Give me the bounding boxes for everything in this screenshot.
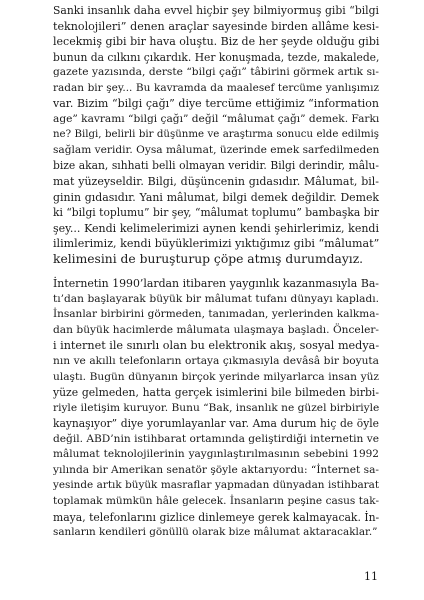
text-line: teknolojileri” denen araçlar sayesinde birden allâme kesi- xyxy=(53,19,379,33)
paragraph-gap xyxy=(53,267,379,276)
text-line: kaynaşıyor” diye yorumlayanlar var. Ama durum hiç de öyle xyxy=(53,417,379,431)
text-line: sanların kendileri gönüllü olarak bize mâlumat aktaracaklar.” xyxy=(53,526,378,539)
text-line: ulaştı. Bugün dünyanın birçok yerinde milyarlarca insan yüz xyxy=(53,370,379,383)
text-line: age” kavramı “bilgi çağı” değil “mâlumat çağı” demek. Farkı xyxy=(53,112,380,125)
text-line: yüze gelmeden, hatta gerçek isimlerini bile bilmeden birbi- xyxy=(53,386,379,400)
text-line: tı’dan başlayarak büyük bir mâlumat tufanı dünyayı kapladı. xyxy=(53,292,379,305)
text-line: Sanki insanlık daha evvel hiçbir şey bilmiyormuş gibi “bilgi xyxy=(53,4,379,17)
text-line: İnternetin 1990’lardan itibaren yaygınlık kazanmasıyla Ba- xyxy=(53,277,379,291)
paragraph-1 xyxy=(53,3,379,267)
text-line: kelimesini de buruşturup çöpe atmış durumdayız. xyxy=(53,251,364,266)
text-line: sağlam veridir. Oysa mâlumat, üzerinde emek sarfedilmeden xyxy=(53,143,380,156)
text-line: nın ve akıllı telefonların ortaya çıkmasıyla devâsâ bir boyuta xyxy=(53,355,379,368)
text-line: ki “bilgi toplumu” bir şey, “mâlumat toplumu” bambaşka bir xyxy=(53,206,379,220)
text-line: dan büyük hacimlerde mâlumata ulaşmaya başladı. Önceler- xyxy=(53,323,379,336)
text-line: var. Bizim “bilgi çağı” diye tercüme ettiğimiz “information xyxy=(53,97,379,111)
text-line: lecekmiş gibi bir hava oluştu. Biz de her şeyde olduğu gibi xyxy=(53,35,380,49)
text-line: bunun da cılkını çıkardık. Her konuşmada, tezde, makalede, xyxy=(53,50,380,64)
text-line: maya, telefonlarını gizlice dinlemeye gerek kalmayacak. İn- xyxy=(53,510,380,524)
page-number: 11 xyxy=(364,570,378,583)
text-line: radan bir şey... Bu kavramda da maalesef tercüme yanlışımız xyxy=(53,81,379,94)
text-line: i internet ile sınırlı olan bu elektronik akış, sosyal medya- xyxy=(53,339,380,353)
text-line: bize akan, sıhhati belli olmayan veridir. Bilgi derindir, mâlu- xyxy=(53,159,379,173)
text-line: ilimlerimiz, kendi büyüklerimizi yıktığımız gibi “mâlumat” xyxy=(53,237,380,251)
text-line: ne? Bilgi, belirli bir düşünme ve araştırma sonucu elde edilmiş xyxy=(53,129,379,141)
text-line: mâlumat teknolojilerinin yaygınlaştırılmasının sebebini 1992 xyxy=(53,448,379,461)
text-line: şey... Kendi kelimelerimizi aynen kendi şehirlerimiz, kendi xyxy=(53,221,379,235)
text-line: riyle iletişim kuruyor. Bunu “Bak, insanlık ne güzel birbiriyle xyxy=(53,401,380,414)
text-line: değil. ABD’nin istihbarat ortamında geliştirdiği internetin ve xyxy=(53,432,379,445)
text-line: yılında bir Amerikan senatör şöyle aktarıyordu: “İnternet sa- xyxy=(53,463,379,476)
text-line: yesinde artık büyük masraflar yapmadan dünyadan istihbarat xyxy=(53,479,379,492)
text-line: gazete yazısında, derste “bilgi çağı” tâbirini görmek artık sı- xyxy=(53,66,379,79)
text-line: toplamak mümkün hâle gelecek. İnsanların peşine casus tak- xyxy=(53,494,379,507)
text-line: ginin gıdasıdır. Yani mâlumat, bilgi demek değildir. Demek xyxy=(53,190,379,204)
body-text xyxy=(53,3,379,541)
paragraph-2 xyxy=(53,276,379,540)
text-line: mat yüzeyseldir. Bilgi, düşüncenin gıdasıdır. Mâlumat, bil- xyxy=(53,175,379,189)
text-line: İnsanlar birbirini görmeden, tanımadan, yerlerinden kalkma- xyxy=(53,308,379,321)
